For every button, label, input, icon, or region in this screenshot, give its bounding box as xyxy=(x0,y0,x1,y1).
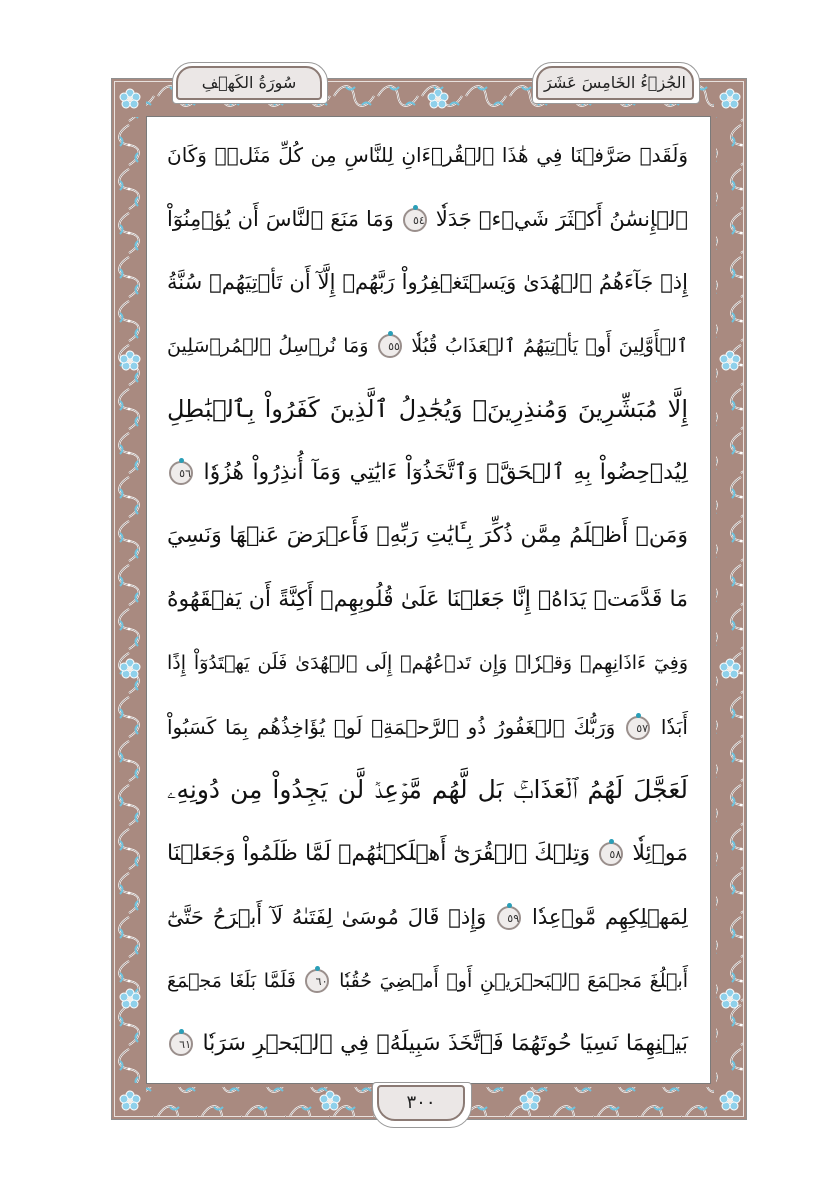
verse-text: إِلَّا مُبَشِّرِينَ وَمُنذِرِينَۚ وَيُجَٰدِلُ ٱلَّذِينَ كَفَرُواْ بِٱلۡبَٰطِلِ xyxy=(167,395,688,423)
verse-text: وَفِيٓ ءَاذَانِهِمۡ وَقۡرٗاۖ وَإِن تَدۡعُهُمۡ إِلَى ٱلۡهُدَىٰ فَلَن يَهۡتَدُوٓاْ إِذًا xyxy=(167,652,688,674)
ayah-number-marker: ٦٠ xyxy=(305,969,329,993)
verse-line xyxy=(147,381,710,437)
verse-text: بَيۡنِهِمَا نَسِيَا حُوتَهُمَا فَٱتَّخَذَ سَبِيلَهُۥ فِي ٱلۡبَحۡرِ سَرَبٗا xyxy=(202,1031,688,1056)
ayah-number-marker: ٥٩ xyxy=(497,906,521,930)
verse-text: وَإِذۡ قَالَ مُوسَىٰ لِفَتَىٰهُ لَآ أَبۡرَحُ حَتَّىٰٓ xyxy=(167,905,487,929)
verse-line xyxy=(147,445,710,501)
verse-text: مَوۡئِلٗا xyxy=(632,840,688,866)
ayah-number-marker: ٥٦ xyxy=(169,461,193,485)
verse-text: وَرَبُّكَ ٱلۡغَفُورُ ذُو ٱلرَّحۡمَةِۖ لَوۡ يُؤَاخِذُهُم بِمَا كَسَبُواْ xyxy=(167,714,616,739)
verse-line xyxy=(147,699,710,755)
surah-name-label: سُورَةُ الكَهۡفِ xyxy=(176,66,322,100)
verse-text: وَمَنۡ أَظۡلَمُ مِمَّن ذُكِّرَ بِـَٔايَٰتِ رَبِّهِۦ فَأَعۡرَضَ عَنۡهَا وَنَسِيَ xyxy=(167,523,688,548)
verse-line xyxy=(147,889,710,945)
verse-text: أَبَدٗا xyxy=(660,714,688,739)
verse-line xyxy=(147,953,710,1009)
ayah-number-marker: ٥٤ xyxy=(403,208,427,232)
verse-text: لِيُدۡحِضُواْ بِهِ ٱلۡحَقَّۖ وَٱتَّخَذُوٓاْ ءَايَٰتِي وَمَآ أُنذِرُواْ هُزُوٗا xyxy=(203,459,688,485)
verse-text: وَلَقَدۡ صَرَّفۡنَا فِي هَٰذَا ٱلۡقُرۡءَانِ لِلنَّاسِ مِن كُلِّ مَثَلٖۚ وَكَانَ xyxy=(167,143,688,167)
verse-text: وَمَا مَنَعَ ٱلنَّاسَ أَن يُؤۡمِنُوٓاْ xyxy=(167,206,394,231)
ayah-number-marker: ٦١ xyxy=(169,1032,193,1056)
flower-icon xyxy=(720,89,740,108)
verse-line xyxy=(147,572,710,628)
verse-text: وَمَا نُرۡسِلُ ٱلۡمُرۡسَلِينَ xyxy=(167,334,369,357)
flower-icon xyxy=(120,89,140,108)
verse-text: مَا قَدَّمَتۡ يَدَاهُۚ إِنَّا جَعَلۡنَا عَلَىٰ قُلُوبِهِمۡ أَكِنَّةً أَن يَفۡقَهُوهُ xyxy=(167,586,688,612)
juz-name-label: الجُزۡءُ الخَامِسَ عَشَرَ xyxy=(536,66,694,100)
verse-line xyxy=(147,635,710,691)
flower-icon xyxy=(720,1091,740,1110)
verse-text: لِمَهۡلِكِهِم مَّوۡعِدٗا xyxy=(531,905,688,929)
verse-line xyxy=(147,1016,710,1072)
verse-text: أَبۡلُغَ مَجۡمَعَ ٱلۡبَحۡرَيۡنِ أَوۡ أَمۡضِيَ حُقُبٗا xyxy=(339,969,689,992)
quran-text-area xyxy=(146,116,711,1084)
ayah-number-marker: ٥٥ xyxy=(378,334,402,358)
verse-text: إِذۡ جَآءَهُمُ ٱلۡهُدَىٰ وَيَسۡتَغۡفِرُواْ رَبَّهُمۡ إِلَّآ أَن تَأۡتِيَهُمۡ سُنَّةُ xyxy=(167,270,688,294)
verse-text: ٱلۡإِنسَٰنُ أَكۡثَرَ شَيۡءٖ جَدَلٗا xyxy=(435,206,688,231)
ayah-number-marker: ٥٧ xyxy=(626,716,650,740)
verse-text: لَعَجَّلَ لَهُمُ ٱلۡعَذَابَۚ بَل لَّهُم مَّوۡعِدٞ لَّن يَجِدُواْ مِن دُونِهِۦ xyxy=(167,775,688,804)
verse-text: فَلَمَّا بَلَغَا مَجۡمَعَ xyxy=(167,969,296,992)
verse-line xyxy=(147,318,710,374)
verse-text: وَتِلۡكَ ٱلۡقُرَىٰٓ أَهۡلَكۡنَٰهُمۡ لَمَّا ظَلَمُواْ وَجَعَلۡنَا xyxy=(167,840,591,866)
flower-icon xyxy=(120,1091,140,1110)
verse-line xyxy=(147,127,710,183)
verse-text: ٱلۡأَوَّلِينَ أَوۡ يَأۡتِيَهُمُ ٱلۡعَذَابُ قُبُلٗا xyxy=(411,334,689,357)
verse-line xyxy=(147,826,710,882)
verse-line xyxy=(147,762,710,818)
verse-line xyxy=(147,508,710,564)
verse-line xyxy=(147,191,710,247)
ayah-number-marker: ٥٨ xyxy=(599,842,623,866)
verse-line xyxy=(147,254,710,310)
page-number: ٣٠٠ xyxy=(377,1085,465,1121)
